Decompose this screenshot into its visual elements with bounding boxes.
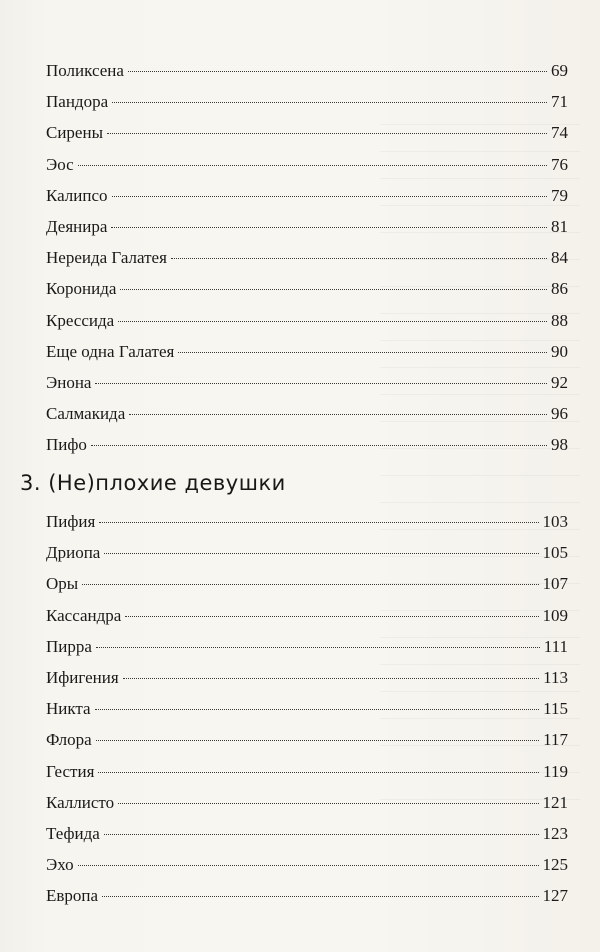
toc-entry — [46, 429, 568, 460]
toc-entry — [46, 242, 568, 273]
toc-entry — [46, 180, 568, 211]
toc-entry-title: Флора — [46, 730, 92, 750]
toc-entry-title: Тефида — [46, 823, 100, 843]
toc-entry — [46, 662, 568, 693]
dot-leader — [78, 865, 539, 866]
dot-leader — [120, 289, 547, 290]
dot-leader — [98, 772, 539, 773]
toc-entry — [46, 756, 568, 787]
toc-entry-title: Коронида — [46, 279, 117, 299]
toc-entry — [46, 117, 568, 148]
toc-entry — [46, 86, 568, 117]
toc-entry — [46, 693, 568, 724]
toc-entry-page: 119 — [543, 761, 568, 781]
toc-entry-title: Кассандра — [46, 605, 122, 625]
toc-entry-page: 90 — [551, 341, 568, 361]
toc-entry-page: 109 — [542, 605, 568, 625]
dot-leader — [118, 803, 538, 804]
toc-entry-title: Пандора — [46, 92, 109, 112]
toc-entry-title: Еще одна Галатея — [46, 341, 175, 361]
dot-leader — [99, 522, 538, 523]
toc-entry — [46, 336, 568, 367]
toc-entry — [46, 305, 568, 336]
toc-entry-title: Крессида — [46, 310, 115, 330]
dot-leader — [111, 227, 547, 228]
dot-leader — [96, 740, 540, 741]
dot-leader — [91, 445, 547, 446]
toc-entry-page: 98 — [551, 435, 568, 455]
toc-entry — [46, 211, 568, 242]
toc-entry — [46, 849, 568, 880]
toc-entry-title: Нереида Галатея — [46, 248, 167, 268]
toc-entry-page: 71 — [551, 92, 568, 112]
toc-entry-page: 121 — [542, 792, 568, 812]
toc-entry-title: Европа — [46, 886, 99, 906]
toc-entry-page: 117 — [543, 730, 568, 750]
toc-entry — [46, 398, 568, 429]
dot-leader — [123, 678, 539, 679]
toc-entry-page: 123 — [542, 823, 568, 843]
toc-entry-title: Энона — [46, 372, 92, 392]
toc-entry — [46, 600, 568, 631]
toc-entry-page: 86 — [551, 279, 568, 299]
toc-entry-page: 113 — [543, 667, 568, 687]
dot-leader — [107, 133, 547, 134]
dot-leader — [178, 352, 547, 353]
toc-entry-title: Каллисто — [46, 792, 115, 812]
section-heading: 3. (Не)плохие девушки — [20, 471, 286, 495]
dot-leader — [96, 647, 540, 648]
toc-entry-page: 111 — [543, 636, 568, 656]
toc-entry — [46, 367, 568, 398]
toc-entry-page: 79 — [551, 185, 568, 205]
toc-entry-page: 96 — [551, 404, 568, 424]
dot-leader — [112, 196, 547, 197]
dot-leader — [171, 258, 547, 259]
toc-entry-page: 69 — [551, 61, 568, 80]
toc-entry-page: 127 — [542, 886, 568, 906]
toc-entry — [46, 568, 568, 599]
toc-entry-title: Ифигения — [46, 667, 119, 687]
toc-entry — [46, 149, 568, 180]
dot-leader — [104, 834, 539, 835]
toc-entry-title: Пирра — [46, 636, 92, 656]
toc-entry-page: 115 — [543, 699, 568, 719]
toc-entry-title: Салмакида — [46, 404, 126, 424]
toc-entry-page: 84 — [551, 248, 568, 268]
toc-entry — [46, 787, 568, 818]
dot-leader — [118, 321, 547, 322]
toc-entry — [46, 537, 568, 568]
dot-leader — [82, 584, 538, 585]
toc-entry — [46, 506, 568, 537]
toc-entry-page: 92 — [551, 372, 568, 392]
toc-entry — [46, 273, 568, 304]
toc-entry-page: 125 — [542, 855, 568, 875]
toc-list-part2 — [46, 55, 568, 460]
toc-entry-title: Дриопа — [46, 543, 101, 563]
dot-leader — [128, 71, 547, 72]
toc-entry — [46, 724, 568, 755]
dot-leader — [95, 709, 540, 710]
toc-entry-page: 103 — [542, 512, 568, 531]
toc-entry — [46, 880, 568, 911]
toc-entry — [46, 818, 568, 849]
toc-entry-title: Эхо — [46, 855, 74, 875]
dot-leader — [125, 616, 538, 617]
dot-leader — [78, 165, 547, 166]
toc-entry — [46, 55, 568, 86]
toc-entry-title: Никта — [46, 699, 91, 719]
toc-entry-page: 105 — [542, 543, 568, 563]
dot-leader — [95, 383, 547, 384]
toc-entry-title: Деянира — [46, 216, 108, 236]
toc-entry-page: 81 — [551, 216, 568, 236]
dot-leader — [112, 102, 547, 103]
dot-leader — [129, 414, 547, 415]
toc-list-part3 — [46, 506, 568, 911]
toc-entry-title: Оры — [46, 574, 79, 594]
toc-entry — [46, 631, 568, 662]
toc-entry-title: Гестия — [46, 761, 95, 781]
toc-entry-title: Сирены — [46, 123, 104, 143]
toc-entry-page: 76 — [551, 154, 568, 174]
dot-leader — [104, 553, 538, 554]
toc-entry-page: 74 — [551, 123, 568, 143]
toc-entry-title: Эос — [46, 154, 74, 174]
toc-entry-title: Поликсена — [46, 61, 124, 80]
toc-entry-title: Пифо — [46, 435, 87, 455]
dot-leader — [102, 896, 538, 897]
toc-entry-title: Калипсо — [46, 185, 108, 205]
toc-entry-title: Пифия — [46, 512, 96, 531]
toc-entry-page: 107 — [542, 574, 568, 594]
toc-entry-page: 88 — [551, 310, 568, 330]
